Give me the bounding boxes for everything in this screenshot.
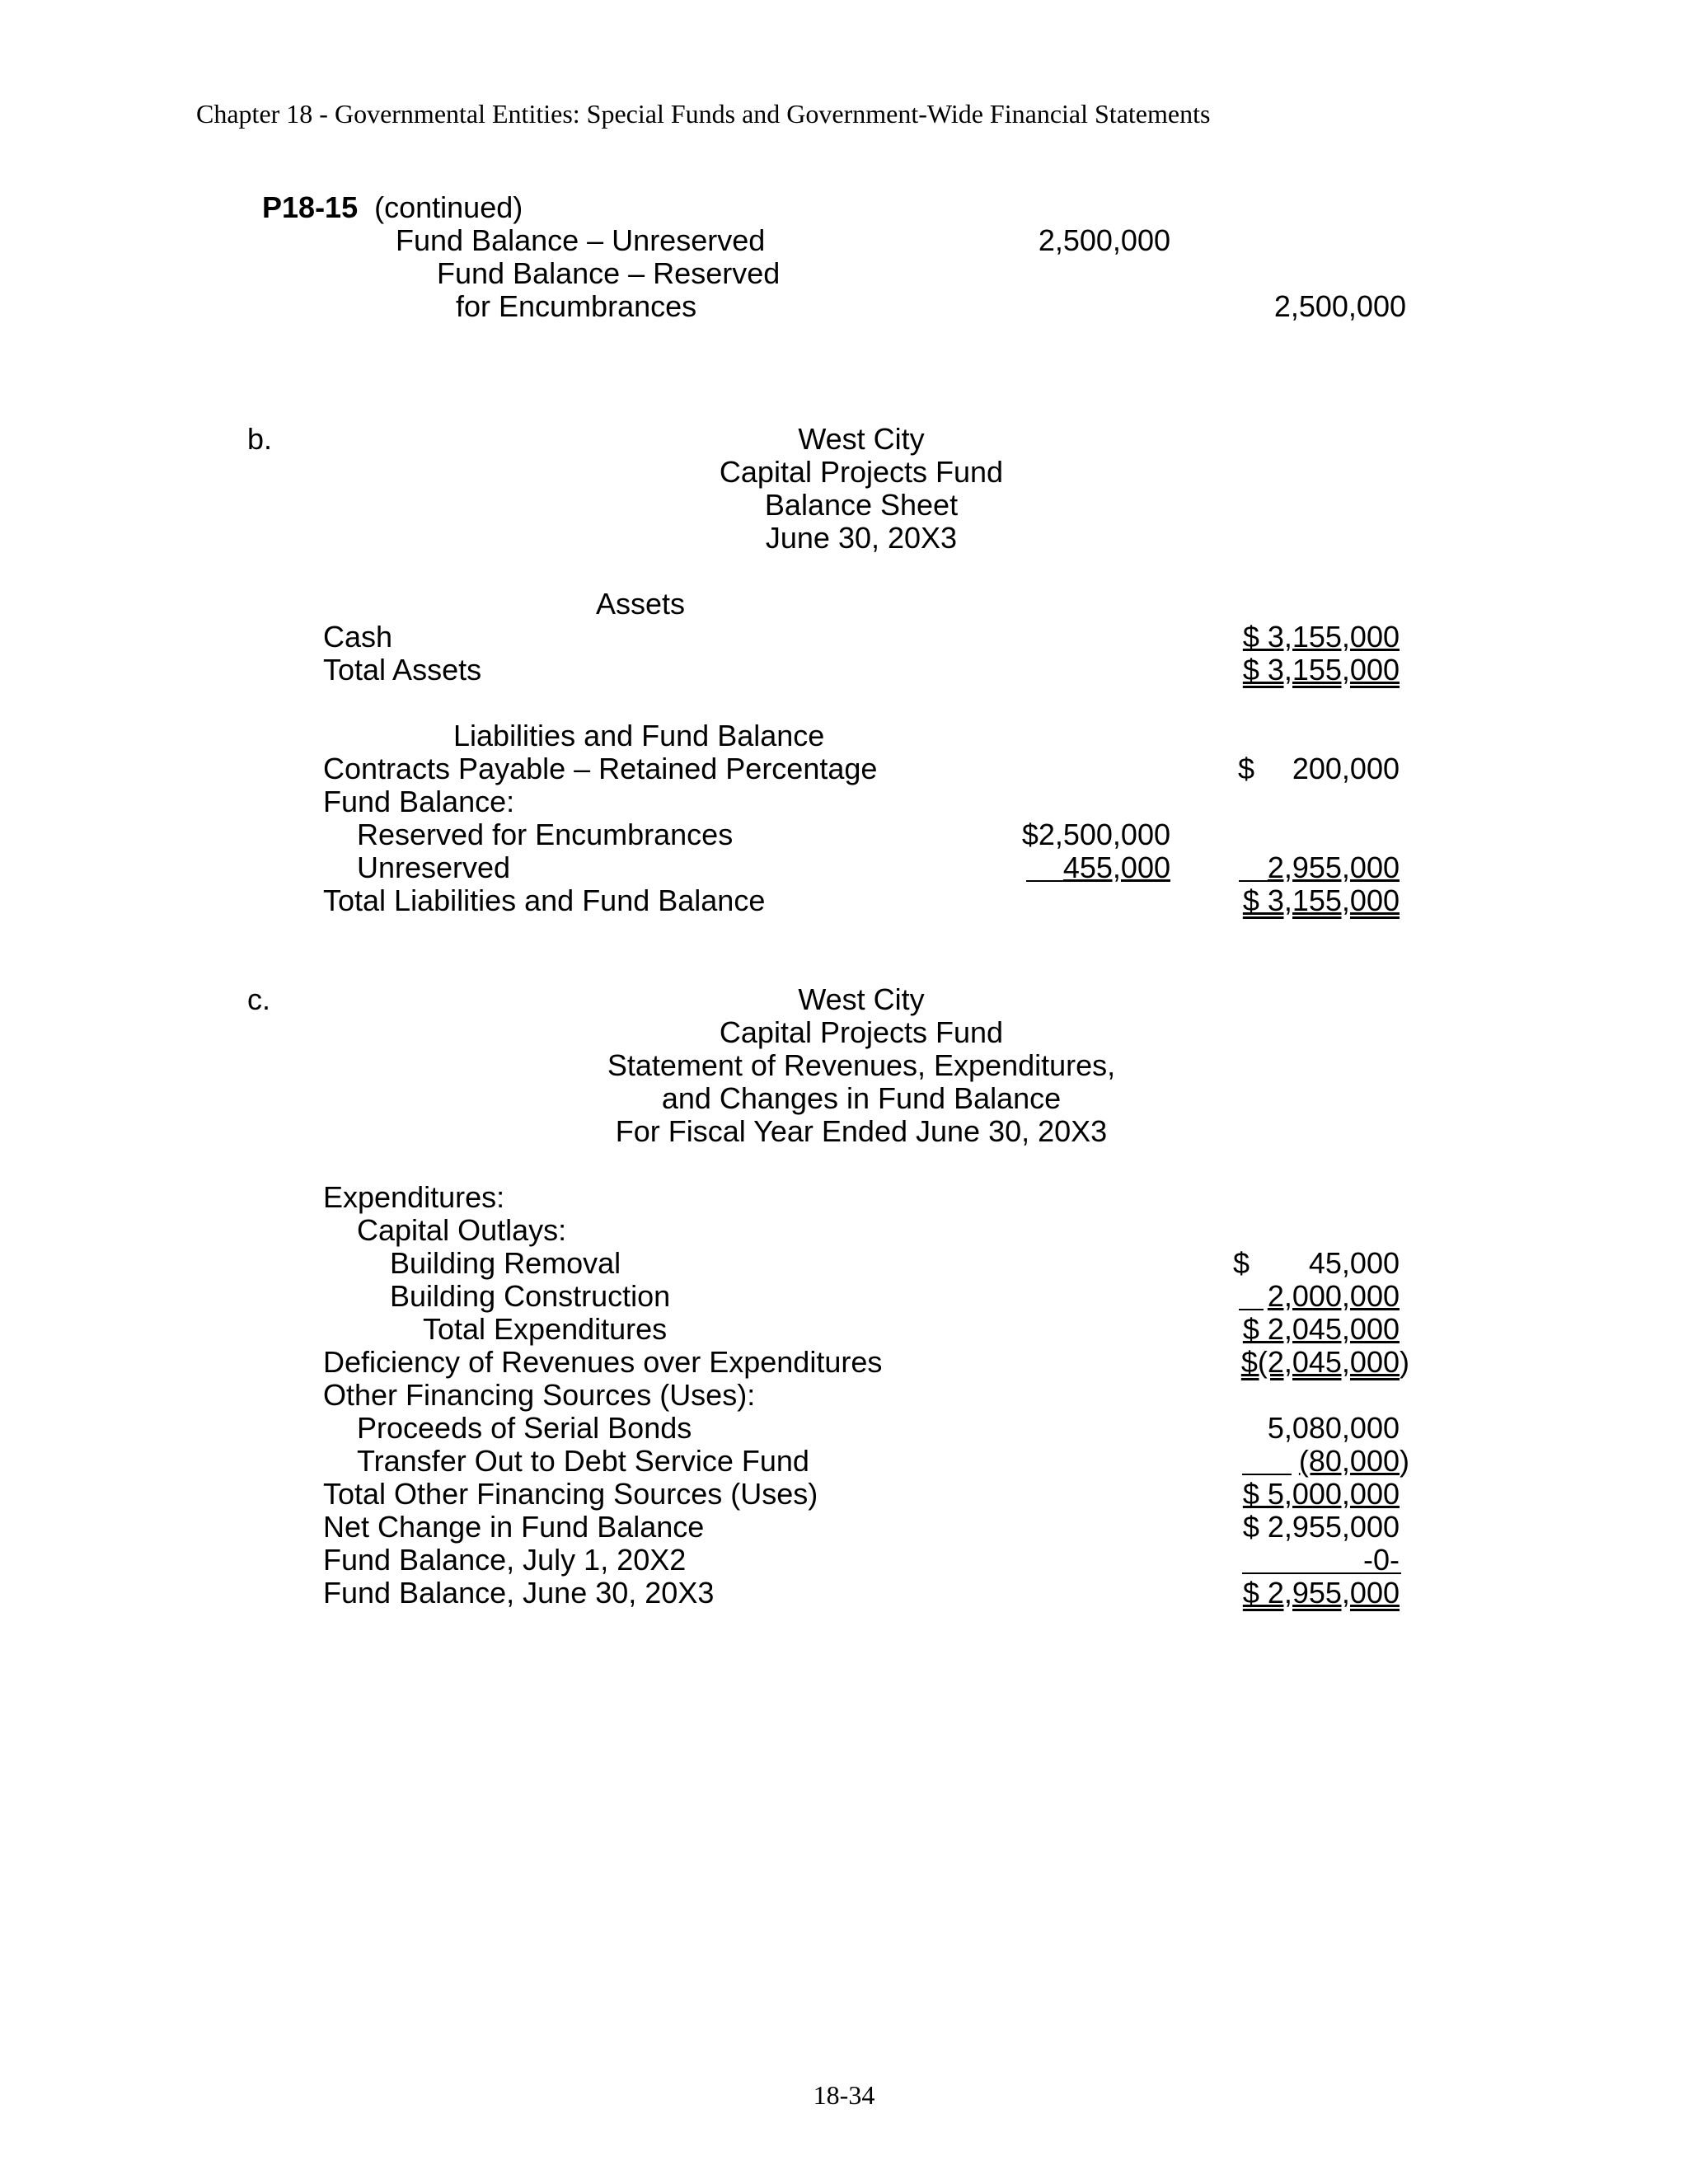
total-liab-amount: $ 3,155,000 — [1242, 883, 1400, 917]
cash-amount: $ 3,155,000 — [1242, 620, 1400, 654]
assets-heading: Assets — [596, 587, 686, 621]
building-construction-amount: 2,000,000 — [1267, 1279, 1400, 1313]
reserved-amount: $2,500,000 — [1021, 818, 1170, 851]
part-b-letter: b. — [247, 422, 273, 456]
capital-outlays-label: Capital Outlays: — [357, 1213, 567, 1247]
je-debit-account: Fund Balance – Unreserved — [396, 223, 766, 257]
je-debit-amount: 2,500,000 — [1038, 223, 1170, 257]
deficiency-amount: $(2,045,000 — [1240, 1345, 1400, 1379]
total-other-amount: $ 5,000,000 — [1242, 1477, 1400, 1511]
liab-heading: Liabilities and Fund Balance — [453, 719, 825, 752]
other-financing-label: Other Financing Sources (Uses): — [323, 1378, 756, 1412]
building-removal-label: Building Removal — [390, 1246, 621, 1280]
total-assets-amount: $ 3,155,000 — [1242, 653, 1400, 687]
proceeds-label: Proceeds of Serial Bonds — [357, 1411, 692, 1445]
part-b-title-entity: West City — [798, 422, 925, 456]
building-removal-amount: 45,000 — [1308, 1246, 1400, 1280]
net-change-amount: $ 2,955,000 — [1242, 1510, 1400, 1544]
transfer-amount: (80,000 — [1298, 1444, 1400, 1478]
total-assets-label: Total Assets — [323, 653, 482, 687]
total-liab-label: Total Liabilities and Fund Balance — [323, 883, 766, 917]
contracts-dollar: $ — [1238, 752, 1255, 785]
fb-july-label: Fund Balance, July 1, 20X2 — [323, 1543, 687, 1577]
fb-june-amount: $ 2,955,000 — [1242, 1576, 1400, 1610]
page-number: 18-34 — [813, 2080, 875, 2110]
part-c-title-entity: West City — [798, 982, 925, 1016]
building-construction-label: Building Construction — [390, 1279, 671, 1313]
problem-continued: (continued) — [374, 190, 523, 224]
cash-label: Cash — [323, 620, 393, 654]
total-expenditures-amount: $ 2,045,000 — [1242, 1312, 1400, 1346]
chapter-header: Chapter 18 - Governmental Entities: Special Funds and Government-Wide Financial Statements — [196, 99, 1211, 129]
deficiency-paren: ) — [1400, 1345, 1409, 1379]
part-c-title-period: For Fiscal Year Ended June 30, 20X3 — [615, 1114, 1108, 1148]
transfer-amount-wrap — [1154, 1445, 1409, 1478]
part-c-title-statement: Statement of Revenues, Expenditures, — [607, 1048, 1116, 1082]
building-removal-dollar: $ — [1233, 1246, 1250, 1280]
problem-heading — [246, 158, 523, 224]
net-change-label: Net Change in Fund Balance — [323, 1510, 705, 1544]
unreserved-amount: 455,000 — [1062, 851, 1170, 884]
proceeds-amount: 5,080,000 — [1267, 1411, 1400, 1445]
problem-label: P18-15 — [262, 190, 359, 224]
transfer-label: Transfer Out to Debt Service Fund — [357, 1444, 809, 1478]
reserved-label: Reserved for Encumbrances — [357, 818, 734, 851]
part-b-title-fund: Capital Projects Fund — [719, 455, 1004, 489]
je-credit-account-line1: Fund Balance – Reserved — [437, 256, 781, 290]
part-c-letter: c. — [247, 982, 271, 1016]
total-expenditures-label: Total Expenditures — [423, 1312, 668, 1346]
deficiency-label: Deficiency of Revenues over Expenditures — [323, 1345, 883, 1379]
expenditures-label: Expenditures: — [323, 1180, 505, 1214]
je-credit-account-line2: for Encumbrances — [456, 289, 697, 323]
deficiency-amount-wrap — [1154, 1346, 1409, 1379]
contracts-label: Contracts Payable – Retained Percentage — [323, 752, 878, 785]
contracts-amount: 200,000 — [1292, 752, 1400, 785]
problem-spacer — [358, 190, 374, 224]
total-other-label: Total Other Financing Sources (Uses) — [323, 1477, 818, 1511]
fund-balance-label: Fund Balance: — [323, 785, 515, 818]
fb-july-amount: -0- — [1363, 1543, 1400, 1577]
part-c-title-fund: Capital Projects Fund — [719, 1015, 1004, 1049]
unreserved-label: Unreserved — [357, 851, 511, 884]
je-credit-amount: 2,500,000 — [1273, 289, 1406, 323]
part-b-title-statement: Balance Sheet — [764, 488, 959, 522]
fund-balance-total: 2,955,000 — [1267, 851, 1400, 884]
part-c-title-statement-cont: and Changes in Fund Balance — [661, 1081, 1062, 1115]
fb-june-label: Fund Balance, June 30, 20X3 — [323, 1576, 715, 1610]
transfer-paren: ) — [1400, 1444, 1409, 1478]
part-b-title-date: June 30, 20X3 — [765, 521, 958, 555]
